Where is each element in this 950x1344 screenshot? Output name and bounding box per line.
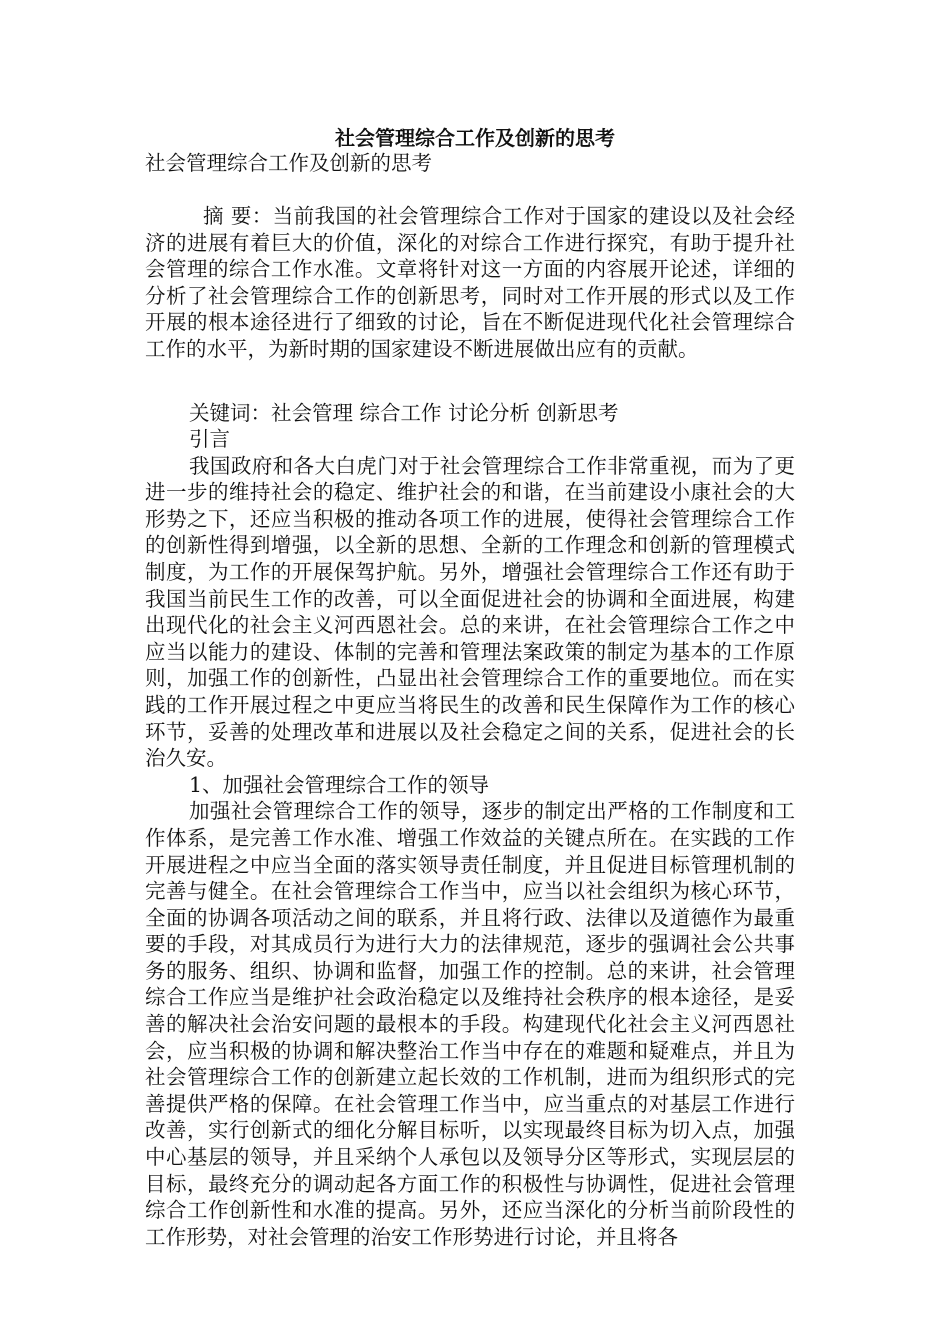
intro-paragraph: 我国政府和各大白虎门对于社会管理综合工作非常重视，而为了更进一步的维持社会的稳定、维护社会的和谐，在当前建设小康社会的大形势之下，还应当积极的推动各项工作的进展，使得社会管理综合工作的创新性得到增强，以全新的思想、全新的工作理念和创新的管理模式制度，为工作的开展保驾护航。另外，增强社会管理综合工作还有助于我国当前民生工作的改善，可以全面促进社会的协调和全面进展，构建出现代化的社会主义河西恩社会。总的来讲，在社会管理综合工作之中应当以能力的建设、体制的完善和管理法案政策的制定为基本的工作原则，加强工作的创新性，凸显出社会管理综合工作的重要地位。而在实践的工作开展过程之中更应当将民生的改善和民生保障作为工作的核心环节，妥善的处理改革和进展以及社会稳定之间的关系，促进社会的长治久安。 [145, 453, 795, 771]
section-1-heading: 1、加强社会管理综合工作的领导 [189, 772, 490, 797]
intro-heading: 引言 [189, 427, 230, 451]
section-1-paragraph: 加强社会管理综合工作的领导，逐步的制定出严格的工作制度和工作体系，是完善工作水准、增强工作效益的关键点所在。在实践的工作开展进程之中应当全面的落实领导责任制度，并且促进目标管理机制的完善与健全。在社会管理综合工作当中，应当以社会组织为核心环节，全面的协调各项活动之间的联系，并且将行政、法律以及道德作为最重要的手段，对其成员行为进行大力的法律规范，逐步的强调社会公共事务的服务、组织、协调和监督，加强工作的控制。总的来讲，社会管理综合工作应当是维护社会政治稳定以及维持社会秩序的根本途径，是妥善的解决社会治安问题的最根本的手段。构建现代化社会主义河西恩社会，应当积极的协调和解决整治工作当中存在的难题和疑难点，并且为社会管理综合工作的创新建立起长效的工作机制，进而为组织形式的完善提供严格的保障。在社会管理工作当中，应当重点的对基层工作进行改善，实行创新式的细化分解目标听，以实现最终目标为切入点，加强中心基层的领导，并且采纳个人承包以及领导分区等形式，实现层层的目标，最终充分的调动起各方面工作的积极性与协调性，促进社会管理综合工作创新性和水准的提高。另外，还应当深化的分析当前阶段性的工作形势，对社会管理的治安工作形势进行讨论，并且将各 [145, 799, 795, 1249]
body-text [145, 426, 795, 1250]
document-title: 社会管理综合工作及创新的思考 [335, 126, 615, 150]
document-subtitle: 社会管理综合工作及创新的思考 [145, 151, 432, 175]
abstract-paragraph: 摘 要：当前我国的社会管理综合工作对于国家的建设以及社会经济的进展有着巨大的价值，深化的对综合工作进行探究，有助于提升社会管理的综合工作水准。文章将针对这一方面的内容展开论述，详细的分析了社会管理综合工作的创新思考，同时对工作开展的形式以及工作开展的根本途径进行了细致的讨论，旨在不断促进现代化社会管理综合工作的水平，为新时期的国家建设不断进展做出应有的贡献。 [145, 204, 795, 361]
keywords-line: 关键词：社会管理 综合工作 讨论分析 创新思考 [189, 401, 619, 425]
